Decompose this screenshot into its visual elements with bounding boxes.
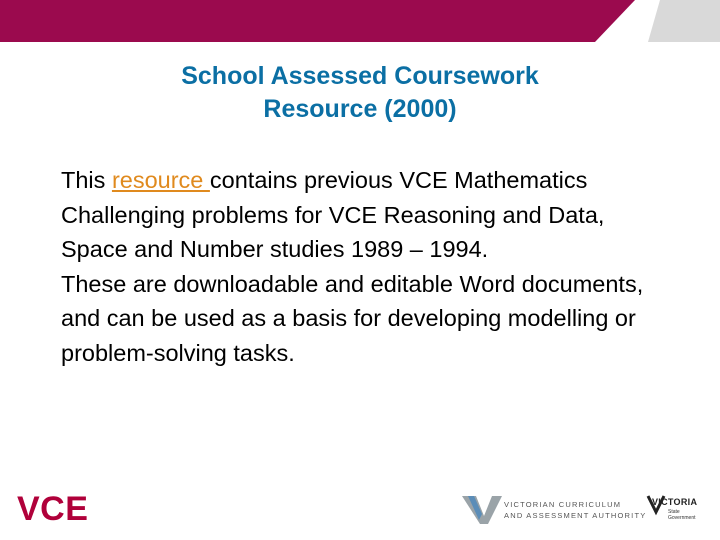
vce-logo: VCE [17,490,89,528]
victoria-wordmark: VICTORIA [652,497,698,507]
resource-link[interactable]: resource [111,167,210,193]
vcaa-logo [462,494,647,526]
vcaa-emblem-icon [462,494,502,526]
paragraph-1-rest: contains previous VCE Mathematics Challenging problems for VCE Reasoning and Data, Space and Number studies 1989 – 1994. [61,167,605,262]
paragraph-2: These are downloadable and editable Word documents, and can be used as a basis for developing modelling or problem-solving tasks. [61,270,644,366]
victoria-government-logo [646,494,716,528]
victoria-sub-line-2: Government [668,515,696,521]
slide-body [61,163,671,370]
paragraph-1 [61,163,671,267]
victoria-sub-line-1: State [668,509,680,515]
top-banner [0,0,720,42]
paragraph-1-start: This [61,167,112,193]
victoria-subtitle [668,509,696,521]
title-line-2: Resource (2000) [263,95,457,123]
vcaa-line-1: VICTORIAN CURRICULUM [504,500,622,509]
slide-title [60,60,660,126]
vcaa-line-2: AND ASSESSMENT AUTHORITY [504,511,647,520]
title-line-1: School Assessed Coursework [181,62,539,90]
vcaa-text [504,499,647,521]
